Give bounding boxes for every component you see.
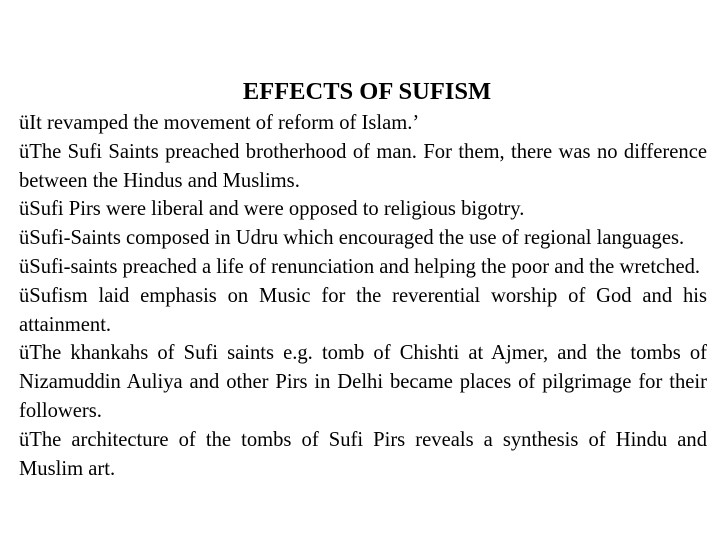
bullet-text: Sufi-Saints composed in Udru which encouraged the use of regional languages. <box>29 227 685 250</box>
bullet-point <box>19 224 707 253</box>
check-bullet-icon: ü <box>19 198 30 221</box>
check-bullet-icon: ü <box>19 255 30 278</box>
bullet-point <box>19 195 707 224</box>
check-bullet-icon: ü <box>19 140 30 163</box>
check-bullet-icon: ü <box>19 342 30 365</box>
slide-title: EFFECTS OF SUFISM <box>242 78 492 105</box>
bullet-point <box>19 109 707 138</box>
bullet-text: Sufi Pirs were liberal and were opposed to religious bigotry. <box>29 198 525 221</box>
bullet-text: The architecture of the tombs of Sufi Pirs reveals a synthesis of Hindu and Muslim art. <box>19 428 707 480</box>
bullet-point <box>19 138 707 196</box>
bullet-text: The Sufi Saints preached brotherhood of man. For them, there was no difference between the Hindus and Muslims. <box>19 140 707 192</box>
bullet-point <box>19 253 707 282</box>
check-bullet-icon: ü <box>19 428 30 451</box>
bullet-text: Sufi-saints preached a life of renunciation and helping the poor and the wretched. <box>29 255 701 278</box>
check-bullet-icon: ü <box>19 112 30 134</box>
bullet-list <box>19 109 707 483</box>
check-bullet-icon: ü <box>19 227 30 250</box>
bullet-point <box>19 282 707 340</box>
bullet-point <box>19 339 707 425</box>
bullet-text: Sufism laid emphasis on Music for the reverential worship of God and his attainment. <box>19 284 707 336</box>
bullet-text: The khankahs of Sufi saints e.g. tomb of Chishti at Ajmer, and the tombs of Nizamuddin Auliya and other Pirs in Delhi became places of pilgrimage for their followers. <box>19 342 707 422</box>
bullet-text: It revamped the movement of reform of Islam.’ <box>29 112 420 134</box>
check-bullet-icon: ü <box>19 284 30 307</box>
bullet-point <box>19 426 707 484</box>
